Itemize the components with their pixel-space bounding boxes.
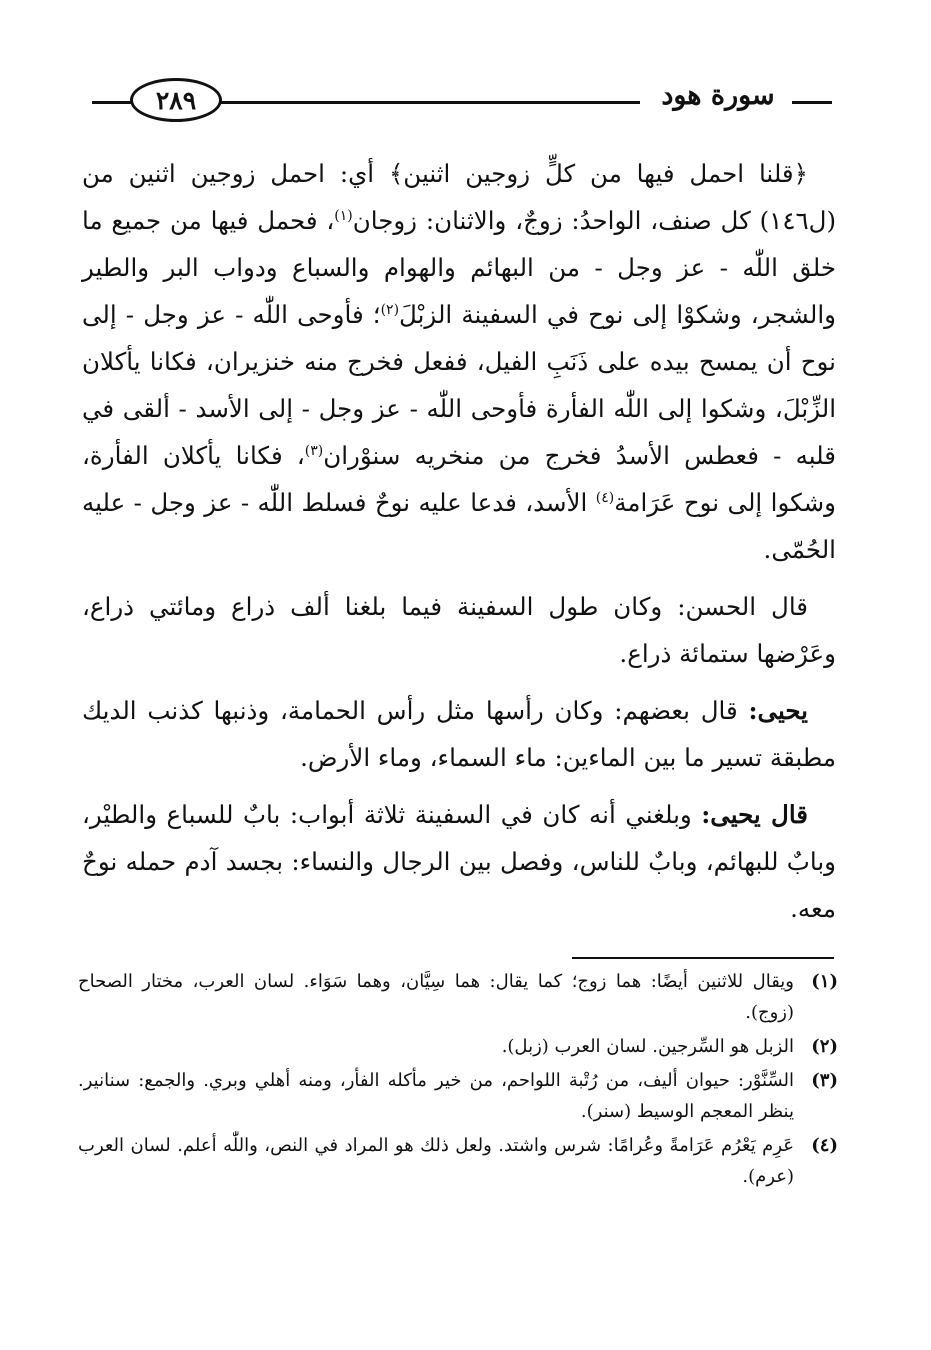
text-segment: ﴿قلنا احمل فيها من كلٍّ زوجين اثنين﴾ أي: احمل زوجين اثنين من (ل١٤٦) كل صنف، الواحدُ: زوجٌ، والاثنان: زوجان bbox=[82, 159, 836, 235]
footnote-number: (٢) bbox=[811, 1036, 838, 1057]
surah-title: سورة هود bbox=[661, 80, 775, 111]
paragraph-1 bbox=[82, 150, 836, 573]
text-segment: الأسد، فدعا عليه نوحٌ فسلط اللّٰه - عز وجل - عليه الحُمّى. bbox=[82, 488, 836, 564]
footnote-separator bbox=[572, 957, 834, 959]
footnote-2 bbox=[78, 1031, 838, 1062]
footnotes bbox=[78, 966, 838, 1195]
paragraph-4 bbox=[82, 791, 836, 932]
speaker-label: قال يحيى: bbox=[701, 800, 808, 829]
text-segment: ، فحمل فيها من جميع ما خلق اللّٰه - عز وجل - من البهائم والهوام والسباع ودواب البر والطير والشجر، وشكوْا إلى نوح في السفينة الزبْلَ bbox=[82, 206, 836, 329]
header-rule-middle bbox=[220, 101, 640, 104]
header-rule-right bbox=[792, 101, 832, 104]
footnote-3 bbox=[78, 1065, 838, 1127]
footnote-1 bbox=[78, 966, 838, 1028]
footnote-text: الزبل هو السِّرجين. لسان العرب (زبل). bbox=[501, 1036, 794, 1057]
header-rule-left bbox=[92, 101, 132, 104]
footnote-ref-2[interactable]: (٢) bbox=[380, 301, 400, 318]
footnote-text: عَرِم يَعْرُم عَرَامةً وعُرامًا: شرس واشتد. ولعل ذلك هو المراد في النص، واللّٰه أعلم. لسان العرب (عرم). bbox=[78, 1135, 794, 1187]
footnote-ref-1[interactable]: (١) bbox=[334, 207, 353, 224]
text-segment: ، فكانا يأكلان الفأرة، وشكوا إلى نوح عَرَامة bbox=[82, 441, 836, 517]
page-header bbox=[92, 74, 832, 130]
text-segment: ؛ فأوحى اللّٰه - عز وجل - إلى نوح أن يمسح بيده على ذَنَبِ الفيل، ففعل فخرج منه خنزيران، فكانا يأكلان الزِّبْلَ، وشكوا إلى اللّٰه الفأرة فأوحى اللّٰه - عز وجل - إلى الأسد - ألقى في قلبه - فعطس الأسدُ فخرج من منخريه سنوْران bbox=[82, 300, 836, 470]
footnote-number: (١) bbox=[811, 971, 838, 992]
paragraph-3 bbox=[82, 687, 836, 781]
speaker-label: يحيى: bbox=[748, 696, 808, 725]
footnote-text: السِّنَّوْر: حيوان أليف، من رُتْبة اللواحم، من خير مأكله الفأر، ومنه أهلي وبري. والجمع: سنانير. ينظر المعجم الوسيط (سنر). bbox=[78, 1070, 794, 1122]
footnote-number: (٣) bbox=[811, 1070, 838, 1091]
paragraph-2: قال الحسن: وكان طول السفينة فيما بلغنا ألف ذراع ومائتي ذراع، وعَرْضها ستمائة ذراع. bbox=[82, 592, 836, 668]
footnote-number: (٤) bbox=[811, 1135, 838, 1156]
footnote-4 bbox=[78, 1130, 838, 1192]
main-text bbox=[82, 150, 836, 942]
footnote-text: ويقال للاثنين أيضًا: هما زوج؛ كما يقال: هما سِيَّان، وهما سَوَاء. لسان العرب، مختار الصحاح (زوج). bbox=[78, 971, 794, 1023]
page-number: ٢٨٩ bbox=[130, 78, 222, 122]
footnote-ref-3[interactable]: (٣) bbox=[304, 442, 324, 459]
paragraph-text: وبلغني أنه كان في السفينة ثلاثة أبواب: بابٌ للسباع والطيْر، وبابٌ للبهائم، وبابٌ للناس، وفصل بين الرجال والنساء: بجسد آدم حمله نوحٌ معه. bbox=[82, 800, 836, 923]
paragraph-text: قال بعضهم: وكان رأسها مثل رأس الحمامة، وذنبها كذنب الديك مطبقة تسير ما بين الماءين: ماء السماء، وماء الأرض. bbox=[82, 696, 836, 772]
footnote-ref-4[interactable]: (٤) bbox=[595, 489, 615, 506]
